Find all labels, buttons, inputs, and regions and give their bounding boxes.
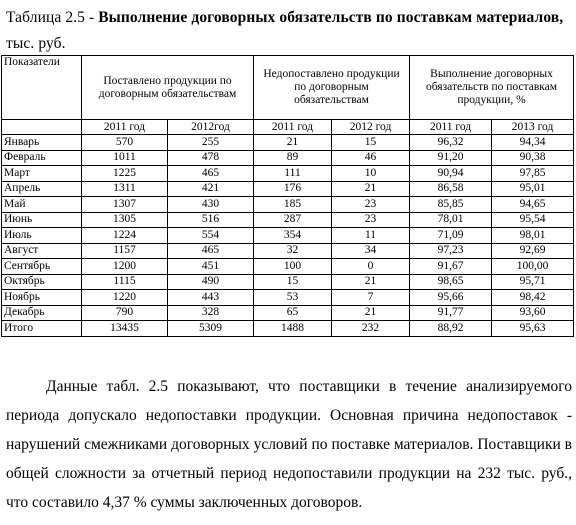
table-cell: 98,42 bbox=[492, 290, 574, 306]
caption-unit: тыс. руб. bbox=[6, 35, 66, 52]
table-cell: 100,00 bbox=[492, 259, 574, 275]
row-label: Февраль bbox=[2, 150, 82, 166]
table-cell: 91,77 bbox=[410, 305, 492, 321]
row-label: Ноябрь bbox=[2, 290, 82, 306]
table-cell: 97,23 bbox=[410, 243, 492, 259]
table-row bbox=[2, 259, 574, 275]
table-cell: 185 bbox=[254, 197, 332, 213]
table-cell: 85,85 bbox=[410, 197, 492, 213]
table-cell: 465 bbox=[168, 166, 254, 182]
table-caption bbox=[6, 5, 572, 57]
table-cell: 328 bbox=[168, 305, 254, 321]
table-cell: 490 bbox=[168, 274, 254, 290]
table-row bbox=[2, 274, 574, 290]
table-cell: 95,63 bbox=[492, 321, 574, 337]
table-cell: 176 bbox=[254, 181, 332, 197]
row-label: Июнь bbox=[2, 212, 82, 228]
table-cell: 1011 bbox=[82, 150, 168, 166]
table-cell: 92,69 bbox=[492, 243, 574, 259]
table-cell: 1225 bbox=[82, 166, 168, 182]
row-label: Декабрь bbox=[2, 305, 82, 321]
row-label: Октябрь bbox=[2, 274, 82, 290]
table-cell: 95,71 bbox=[492, 274, 574, 290]
table-cell: 91,67 bbox=[410, 259, 492, 275]
table-cell: 32 bbox=[254, 243, 332, 259]
group-header-delivered: Поставлено продукции по договорным обязательствам bbox=[82, 56, 254, 120]
table-cell: 430 bbox=[168, 197, 254, 213]
table-cell: 21 bbox=[254, 135, 332, 151]
table-cell: 10 bbox=[332, 166, 410, 182]
table-cell: 1307 bbox=[82, 197, 168, 213]
row-label: Январь bbox=[2, 135, 82, 151]
table-cell: 95,01 bbox=[492, 181, 574, 197]
table-cell: 255 bbox=[168, 135, 254, 151]
table-row bbox=[2, 305, 574, 321]
table-cell: 98,65 bbox=[410, 274, 492, 290]
table-cell: 7 bbox=[332, 290, 410, 306]
table-cell: 97,85 bbox=[492, 166, 574, 182]
table-cell: 570 bbox=[82, 135, 168, 151]
table-cell: 21 bbox=[332, 181, 410, 197]
group-header-fulfillment: Выполнение договорных обязательств по поставкам продукции, % bbox=[410, 56, 574, 120]
table-cell: 1305 bbox=[82, 212, 168, 228]
table-cell: 96,32 bbox=[410, 135, 492, 151]
year-header: 2013 год bbox=[492, 120, 574, 135]
table-cell: 86,58 bbox=[410, 181, 492, 197]
table-cell: 65 bbox=[254, 305, 332, 321]
row-label: Сентябрь bbox=[2, 259, 82, 275]
year-header: 2011 год bbox=[410, 120, 492, 135]
year-header: 2011 год bbox=[82, 120, 168, 135]
table-body bbox=[2, 135, 574, 337]
table-cell: 71,09 bbox=[410, 228, 492, 244]
table-cell: 1311 bbox=[82, 181, 168, 197]
row-label: Апрель bbox=[2, 181, 82, 197]
table-cell: 1488 bbox=[254, 321, 332, 337]
table-cell: 90,94 bbox=[410, 166, 492, 182]
row-label: Июль bbox=[2, 228, 82, 244]
table-row bbox=[2, 321, 574, 337]
table-cell: 516 bbox=[168, 212, 254, 228]
table-row bbox=[2, 290, 574, 306]
table-cell: 89 bbox=[254, 150, 332, 166]
table-row bbox=[2, 150, 574, 166]
year-header: 2012 год bbox=[332, 120, 410, 135]
caption-prefix: Таблица 2.5 - bbox=[6, 9, 99, 26]
row-label: Март bbox=[2, 166, 82, 182]
table-cell: 0 bbox=[332, 259, 410, 275]
table-cell: 98,01 bbox=[492, 228, 574, 244]
caption-title: Выполнение договорных обязательств по поставкам материалов, bbox=[98, 9, 564, 26]
table-cell: 91,20 bbox=[410, 150, 492, 166]
table-cell: 90,38 bbox=[492, 150, 574, 166]
table-cell: 23 bbox=[332, 197, 410, 213]
analysis-paragraph bbox=[6, 372, 572, 517]
table-cell: 23 bbox=[332, 212, 410, 228]
table-cell: 111 bbox=[254, 166, 332, 182]
table-cell: 1157 bbox=[82, 243, 168, 259]
table-cell: 78,01 bbox=[410, 212, 492, 228]
table-cell: 1200 bbox=[82, 259, 168, 275]
table-cell: 15 bbox=[254, 274, 332, 290]
supply-table bbox=[1, 55, 574, 337]
group-header-undelivered: Недопоставлено продукции по договорным обязательствам bbox=[254, 56, 410, 120]
corner-header: Показатели bbox=[2, 56, 82, 120]
table-cell: 11 bbox=[332, 228, 410, 244]
table-cell: 232 bbox=[332, 321, 410, 337]
years-row bbox=[2, 120, 574, 135]
row-label: Май bbox=[2, 197, 82, 213]
table-cell: 465 bbox=[168, 243, 254, 259]
table-row bbox=[2, 243, 574, 259]
year-header: 2012год bbox=[168, 120, 254, 135]
year-header: 2011 год bbox=[254, 120, 332, 135]
header-row bbox=[2, 56, 574, 120]
table-cell: 88,92 bbox=[410, 321, 492, 337]
row-label: Август bbox=[2, 243, 82, 259]
table-cell: 46 bbox=[332, 150, 410, 166]
table-row bbox=[2, 197, 574, 213]
table-cell: 451 bbox=[168, 259, 254, 275]
table-cell: 53 bbox=[254, 290, 332, 306]
table-cell: 421 bbox=[168, 181, 254, 197]
table-row bbox=[2, 228, 574, 244]
row-label: Итого bbox=[2, 321, 82, 337]
table-cell: 5309 bbox=[168, 321, 254, 337]
table-cell: 34 bbox=[332, 243, 410, 259]
table-cell: 478 bbox=[168, 150, 254, 166]
table-cell: 93,60 bbox=[492, 305, 574, 321]
table-row bbox=[2, 135, 574, 151]
table-cell: 1224 bbox=[82, 228, 168, 244]
years-row-blank bbox=[2, 120, 82, 135]
table-row bbox=[2, 181, 574, 197]
table-cell: 287 bbox=[254, 212, 332, 228]
table-row bbox=[2, 166, 574, 182]
table-cell: 95,54 bbox=[492, 212, 574, 228]
table-cell: 1115 bbox=[82, 274, 168, 290]
table-cell: 1220 bbox=[82, 290, 168, 306]
paragraph-text: Данные табл. 2.5 показывают, что поставщики в течение анализируемого периода допускало недопоставки продукции. Основная причина недопоставок - нарушений смежниками договорных условий по поставке материалов. Поставщики в общей сложности за отчетный период недопоставили продукции на 232 тыс. руб., что составило 4,37 % суммы заключенных договоров. bbox=[6, 378, 572, 511]
table-cell: 554 bbox=[168, 228, 254, 244]
table-cell: 21 bbox=[332, 274, 410, 290]
table-cell: 13435 bbox=[82, 321, 168, 337]
table-cell: 443 bbox=[168, 290, 254, 306]
table-cell: 100 bbox=[254, 259, 332, 275]
table-row bbox=[2, 212, 574, 228]
table-cell: 94,65 bbox=[492, 197, 574, 213]
table-cell: 790 bbox=[82, 305, 168, 321]
table-cell: 354 bbox=[254, 228, 332, 244]
table-cell: 15 bbox=[332, 135, 410, 151]
table-cell: 21 bbox=[332, 305, 410, 321]
table-cell: 94,34 bbox=[492, 135, 574, 151]
table-cell: 95,66 bbox=[410, 290, 492, 306]
